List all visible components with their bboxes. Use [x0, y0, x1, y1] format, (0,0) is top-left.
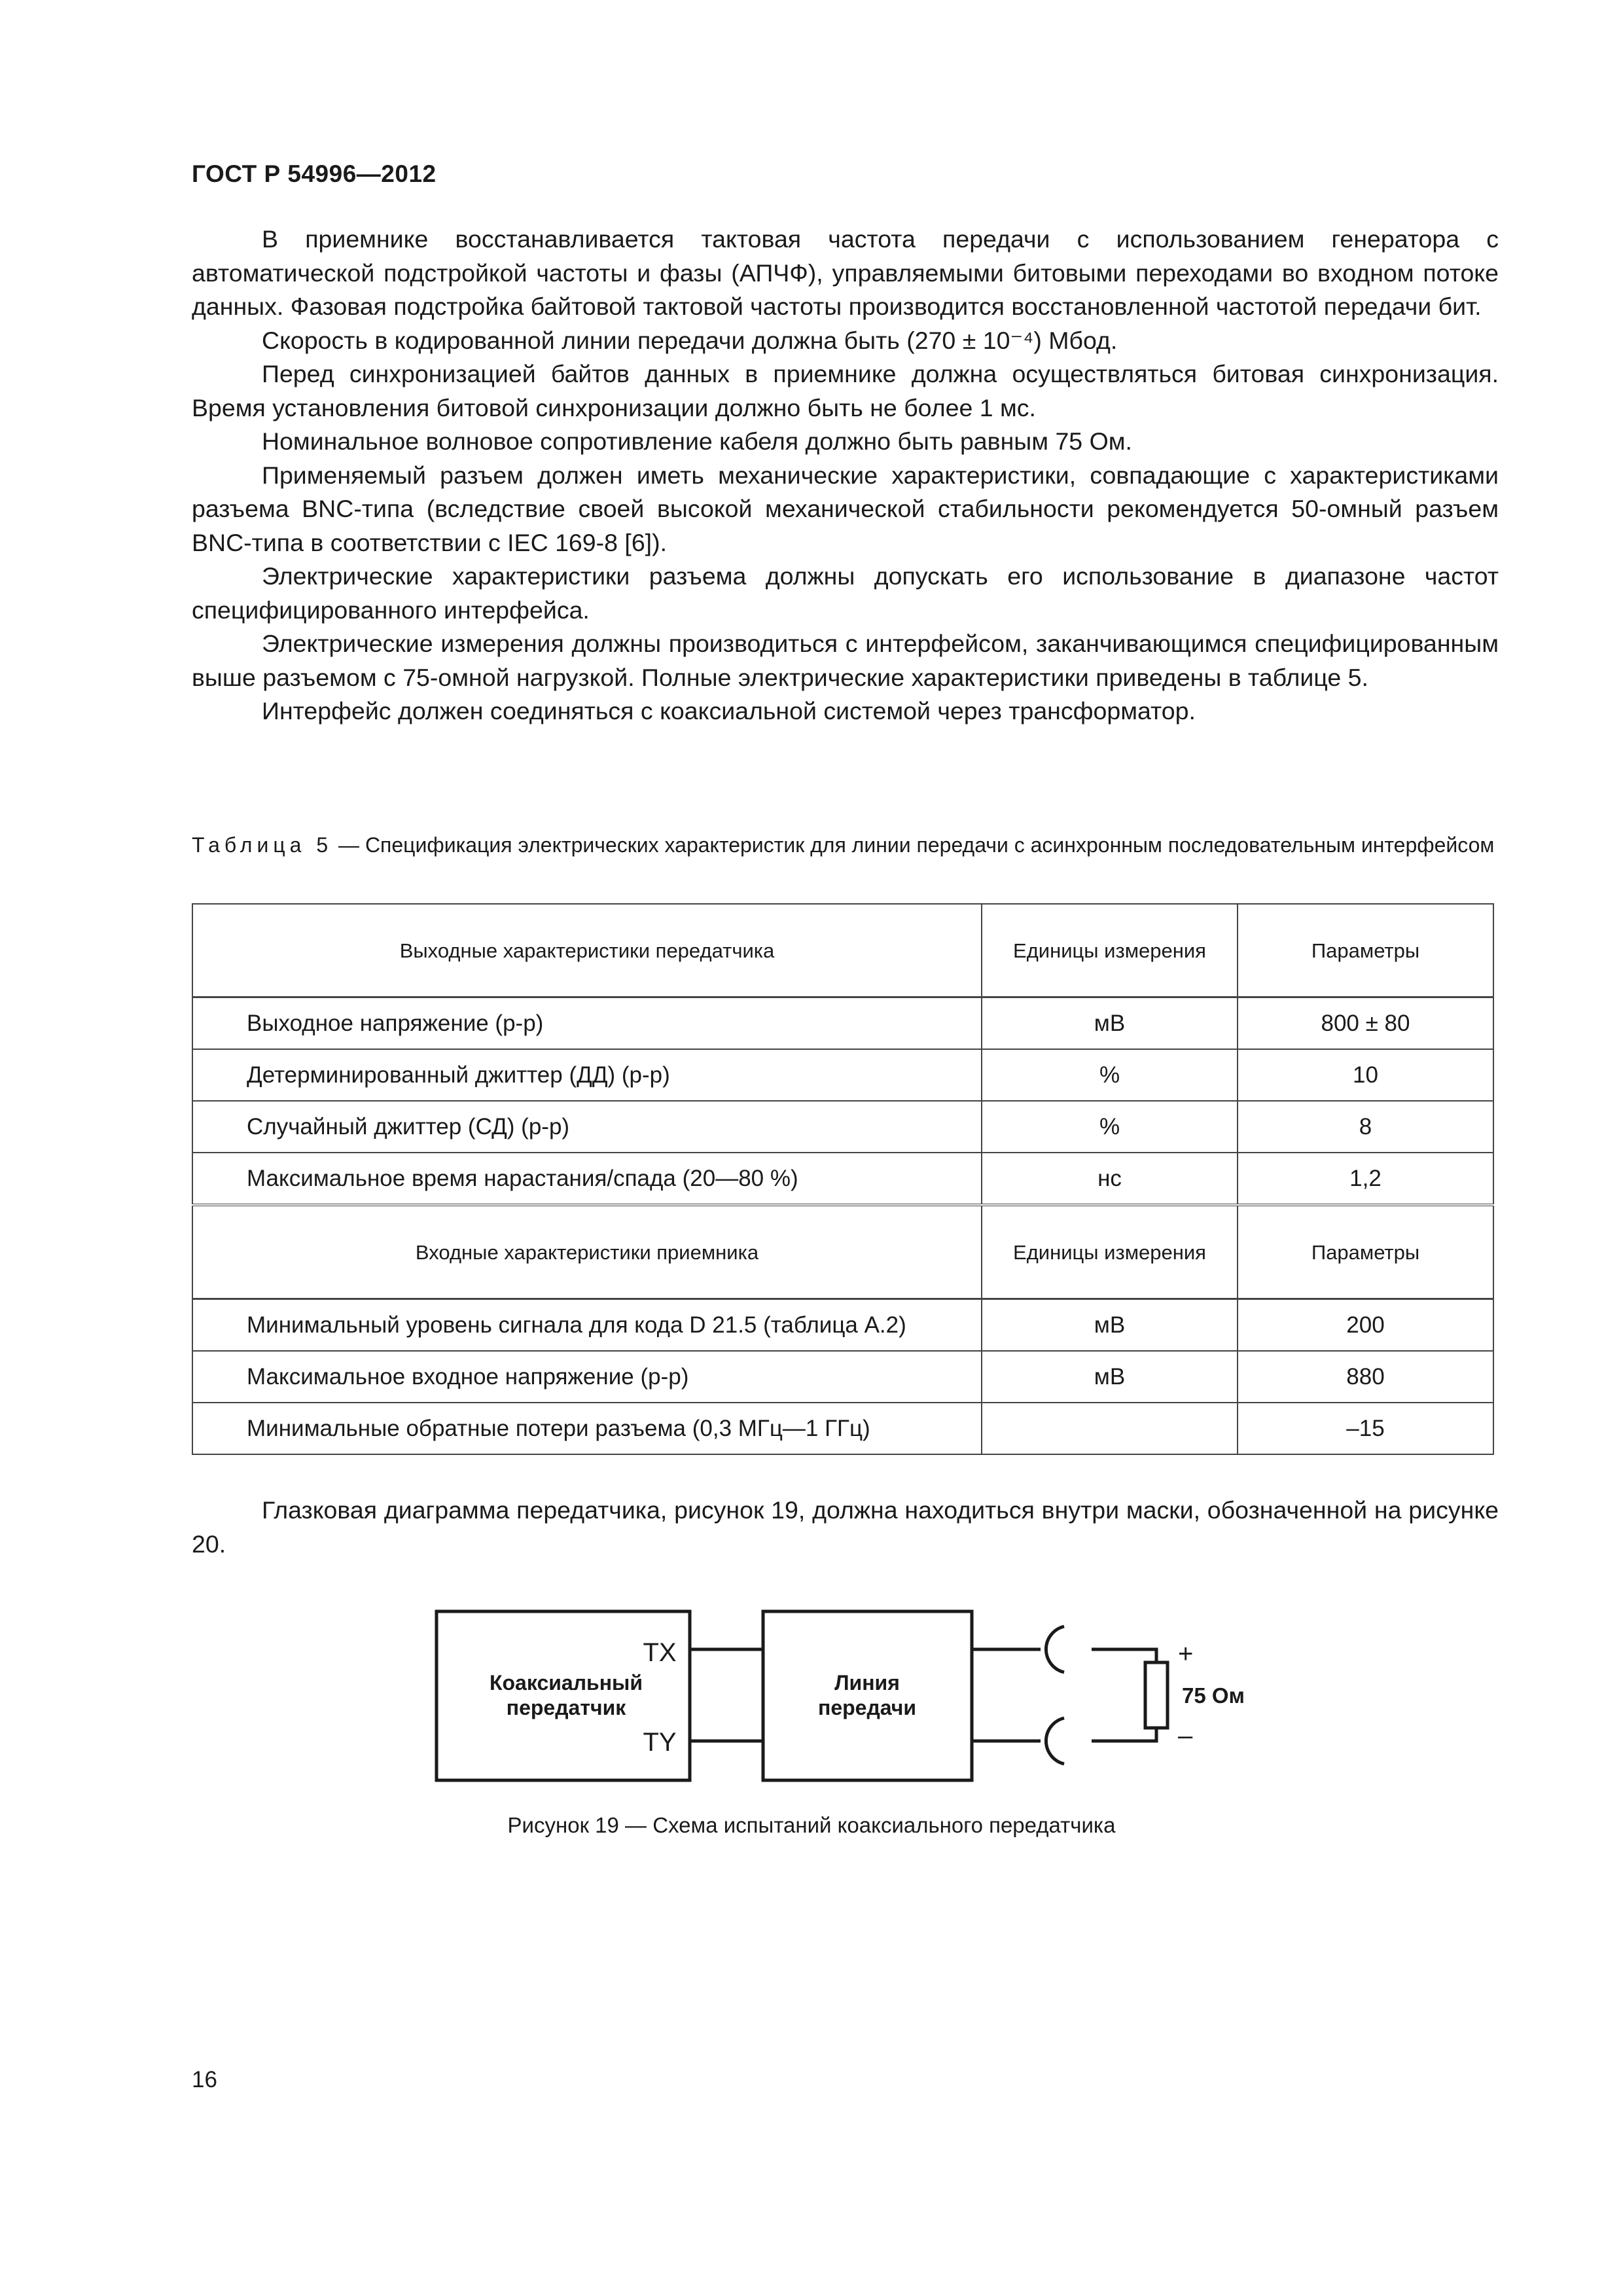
header-cell: Параметры [1238, 904, 1493, 997]
paragraph: Электрические характеристики разъема должны допускать его использование в диапазоне частот специфицированного интерфейса. [192, 562, 1499, 624]
header-cell: Выходные характеристики передатчика [192, 904, 982, 997]
connector-bottom [1046, 1718, 1064, 1764]
row-name: Выходное напряжение (р-р) [192, 997, 982, 1050]
wire-load-top [1092, 1649, 1156, 1662]
row-unit: нс [982, 1153, 1238, 1205]
port-ty-label: TY [643, 1728, 677, 1757]
paragraph: Номинальное волновое сопротивление кабеля должно быть равным 75 Ом. [262, 427, 1132, 455]
connector-top [1046, 1626, 1064, 1672]
header-cell: Параметры [1238, 1205, 1493, 1299]
paragraph: Глазковая диаграмма передатчика, рисунок 19, должна находиться внутри маски, обозначенной на рисунке 20. [192, 1496, 1499, 1558]
row-value: 200 [1238, 1299, 1493, 1352]
header-cell: Входные характеристики приемника [192, 1205, 982, 1299]
row-value: 880 [1238, 1351, 1493, 1403]
row-value: 800 ± 80 [1238, 997, 1493, 1050]
row-name: Максимальное входное напряжение (р-р) [192, 1351, 982, 1403]
paragraph: Перед синхронизацией байтов данных в приемнике должна осуществляться битовая синхронизация. Время установления битовой синхронизации должно быть не более 1 мс. [192, 360, 1499, 422]
table-caption-label: Таблица 5 [192, 833, 333, 857]
page-number: 16 [192, 2067, 217, 2092]
row-name: Минимальные обратные потери разъема (0,3 МГц—1 ГГц) [192, 1403, 982, 1454]
row-unit: мВ [982, 997, 1238, 1050]
row-unit: % [982, 1101, 1238, 1153]
row-name: Детерминированный джиттер (ДД) (р-р) [192, 1049, 982, 1101]
row-unit: % [982, 1049, 1238, 1101]
paragraph: Электрические измерения должны производиться с интерфейсом, заканчивающимся специфицированным выше разъемом с 75-омной нагрузкой. Полные электрические характеристики приведены в таблице 5. [192, 630, 1499, 691]
row-name: Минимальный уровень сигнала для кода D 21.5 (таблица А.2) [192, 1299, 982, 1352]
line-label: Линия [834, 1671, 900, 1695]
table-caption-text: — Спецификация электрических характеристик для линии передачи с асинхронным последовательным интерфейсом [332, 833, 1495, 857]
load-label: 75 Ом [1182, 1683, 1245, 1708]
paragraph: В приемнике восстанавливается тактовая частота передачи с использованием генератора с автоматической подстройкой частоты и фазы (АПЧФ), управляемыми битовыми переходами во входном потоке данных. Фазовая подстройка байтовой тактовой частоты производится восстановленной частотой передачи бит. [192, 225, 1499, 320]
row-name: Максимальное время нарастания/спада (20—80 %) [192, 1153, 982, 1205]
document-header: ГОСТ Р 54996—2012 [192, 160, 437, 187]
line-label: передачи [817, 1696, 917, 1719]
row-unit: мВ [982, 1299, 1238, 1352]
row-unit: мВ [982, 1351, 1238, 1403]
resistor-75-ohm [1145, 1662, 1168, 1728]
paragraph: Применяемый разъем должен иметь механические характеристики, совпадающие с характеристиками разъема BNC-типа (вследствие своей высокой механической стабильности рекомендуется 50-омный разъем BNC-типа в соответствии с IEC 169-8 [6]). [192, 461, 1499, 556]
row-value: 10 [1238, 1049, 1493, 1101]
port-tx-label: TX [643, 1638, 677, 1667]
row-value: 8 [1238, 1101, 1493, 1153]
paragraph: Скорость в кодированной линии передачи должна быть (270 ± 10⁻⁴) Мбод. [262, 326, 1118, 354]
transmitter-label: Коаксиальный [489, 1671, 643, 1695]
paragraph: Интерфейс должен соединяться с коаксиальной системой через трансформатор. [262, 697, 1196, 725]
transmitter-label: передатчик [506, 1696, 626, 1719]
figure-caption: Рисунок 19 — Схема испытаний коаксиального передатчика [507, 1813, 1116, 1837]
wire-load-bottom [1092, 1728, 1156, 1741]
header-cell: Единицы измерения [982, 1205, 1238, 1299]
row-value: –15 [1238, 1403, 1493, 1454]
header-cell: Единицы измерения [982, 904, 1238, 997]
minus-sign: – [1178, 1721, 1193, 1750]
row-value: 1,2 [1238, 1153, 1493, 1205]
plus-sign: + [1178, 1640, 1194, 1668]
row-name: Случайный джиттер (СД) (р-р) [192, 1101, 982, 1153]
